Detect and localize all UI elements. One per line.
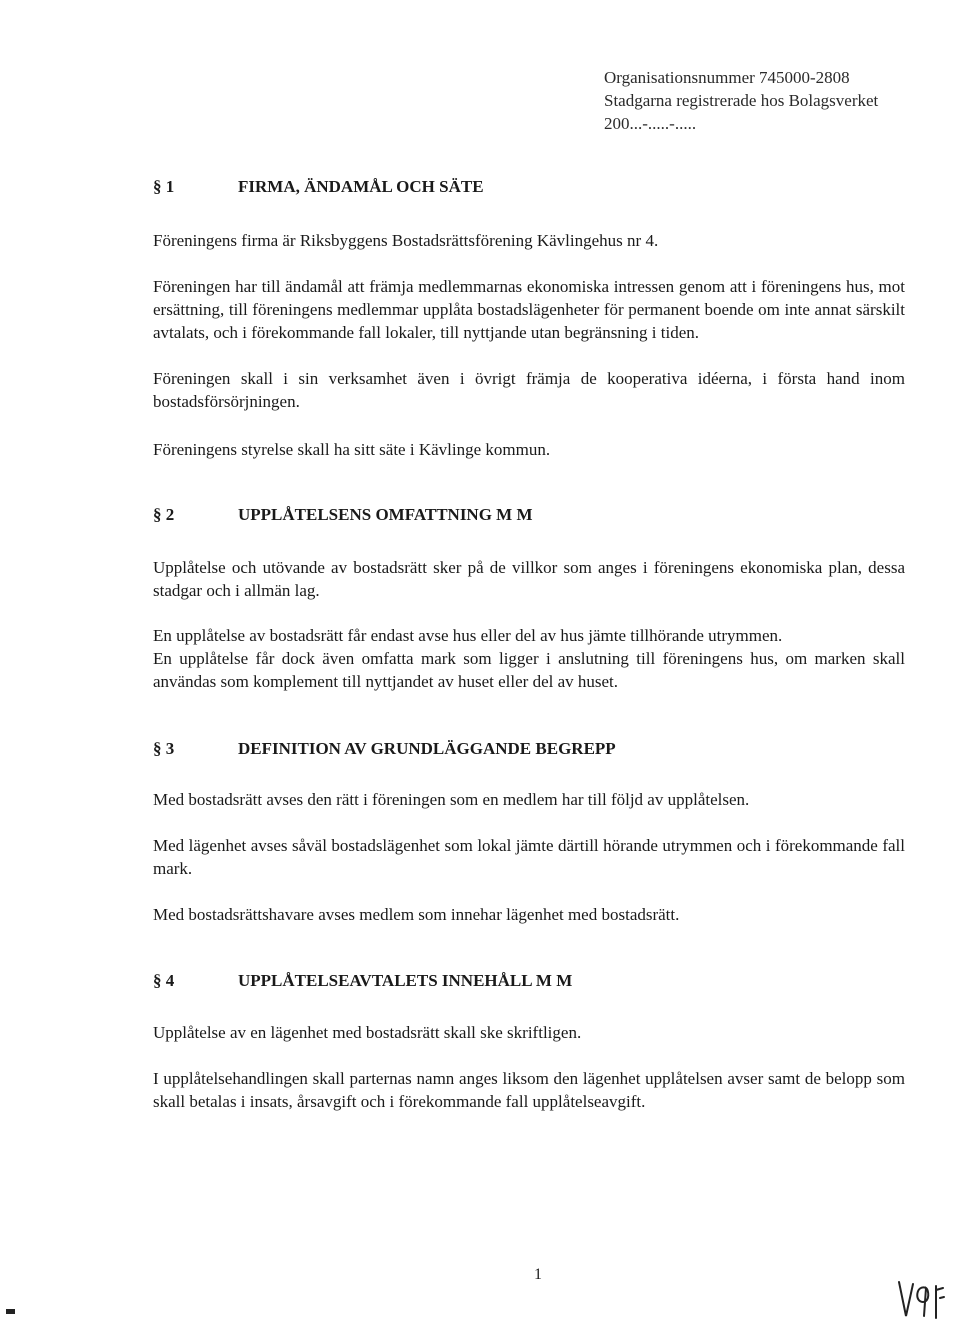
handwritten-initials xyxy=(896,1276,956,1326)
section-3-heading xyxy=(153,737,905,760)
section-4-paragraph-2: I upplåtelsehandlingen skall parternas namn anges liksom den lägenhet upplåtelsen avser samt de belopp som skall betalas i insats, årsavgift och i förekommande fall upplåtelseavgift. xyxy=(153,1069,905,1111)
scan-mark xyxy=(6,1309,15,1314)
section-1-paragraph-4: Föreningens styrelse skall ha sitt säte i Kävlinge kommun. xyxy=(153,440,551,459)
section-title: DEFINITION AV GRUNDLÄGGANDE BEGREPP xyxy=(238,739,616,758)
section-2-paragraph-3: En upplåtelse får dock även omfatta mark som ligger i anslutning till föreningens hus, om marken skall användas som komplement till nyttjandet av huset eller del av huset. xyxy=(153,649,905,691)
section-1-paragraph-1: Föreningens firma är Riksbyggens Bostadsrättsförening Kävlingehus nr 4. xyxy=(153,231,659,250)
header-block xyxy=(604,66,878,135)
section-1-paragraph-3: Föreningen skall i sin verksamhet även i övrigt främja de kooperativa idéerna, i första hand inom bostadsförsörjningen. xyxy=(153,369,905,411)
section-title: UPPLÅTELSENS OMFATTNING M M xyxy=(238,505,533,524)
section-1-heading xyxy=(153,175,905,198)
section-2-paragraph-1: Upplåtelse och utövande av bostadsrätt sker på de villkor som anges i föreningens ekonomiska plan, dessa stadgar och i allmän lag. xyxy=(153,558,905,600)
section-4-paragraph-1: Upplåtelse av en lägenhet med bostadsrätt skall ske skriftligen. xyxy=(153,1023,582,1042)
section-4-heading xyxy=(153,969,905,992)
section-2-paragraph-2: En upplåtelse av bostadsrätt får endast avse hus eller del av hus jämte tillhörande utrymmen. xyxy=(153,626,783,645)
section-1-paragraph-2: Föreningen har till ändamål att främja medlemmarnas ekonomiska intressen genom att i föreningens hus, mot ersättning, till föreningens medlemmar upplåta bostadslägenheter för permanent boende om inte annat särskilt avtalats, och i förekommande fall lokaler, till nyttjande utan begränsning i tiden. xyxy=(153,277,905,342)
registration-date: 200...-.....-..... xyxy=(604,114,697,133)
section-3-paragraph-1: Med bostadsrätt avses den rätt i föreningen som en medlem har till följd av upplåtelsen. xyxy=(153,790,750,809)
organisation-number: Organisationsnummer 745000-2808 xyxy=(604,68,850,87)
page-number: 1 xyxy=(534,1266,542,1283)
section-symbol: § 4 xyxy=(153,971,175,990)
registration-note: Stadgarna registrerade hos Bolagsverket xyxy=(604,91,879,110)
section-title: FIRMA, ÄNDAMÅL OCH SÄTE xyxy=(238,177,484,196)
section-symbol: § 2 xyxy=(153,505,175,524)
section-symbol: § 3 xyxy=(153,739,175,758)
section-title: UPPLÅTELSEAVTALETS INNEHÅLL M M xyxy=(238,971,573,990)
section-3-paragraph-3: Med bostadsrättshavare avses medlem som innehar lägenhet med bostadsrätt. xyxy=(153,905,680,924)
section-symbol: § 1 xyxy=(153,177,175,196)
section-2-heading xyxy=(153,503,905,526)
section-3-paragraph-2: Med lägenhet avses såväl bostadslägenhet som lokal jämte därtill hörande utrymmen och i förekommande fall mark. xyxy=(153,836,905,878)
